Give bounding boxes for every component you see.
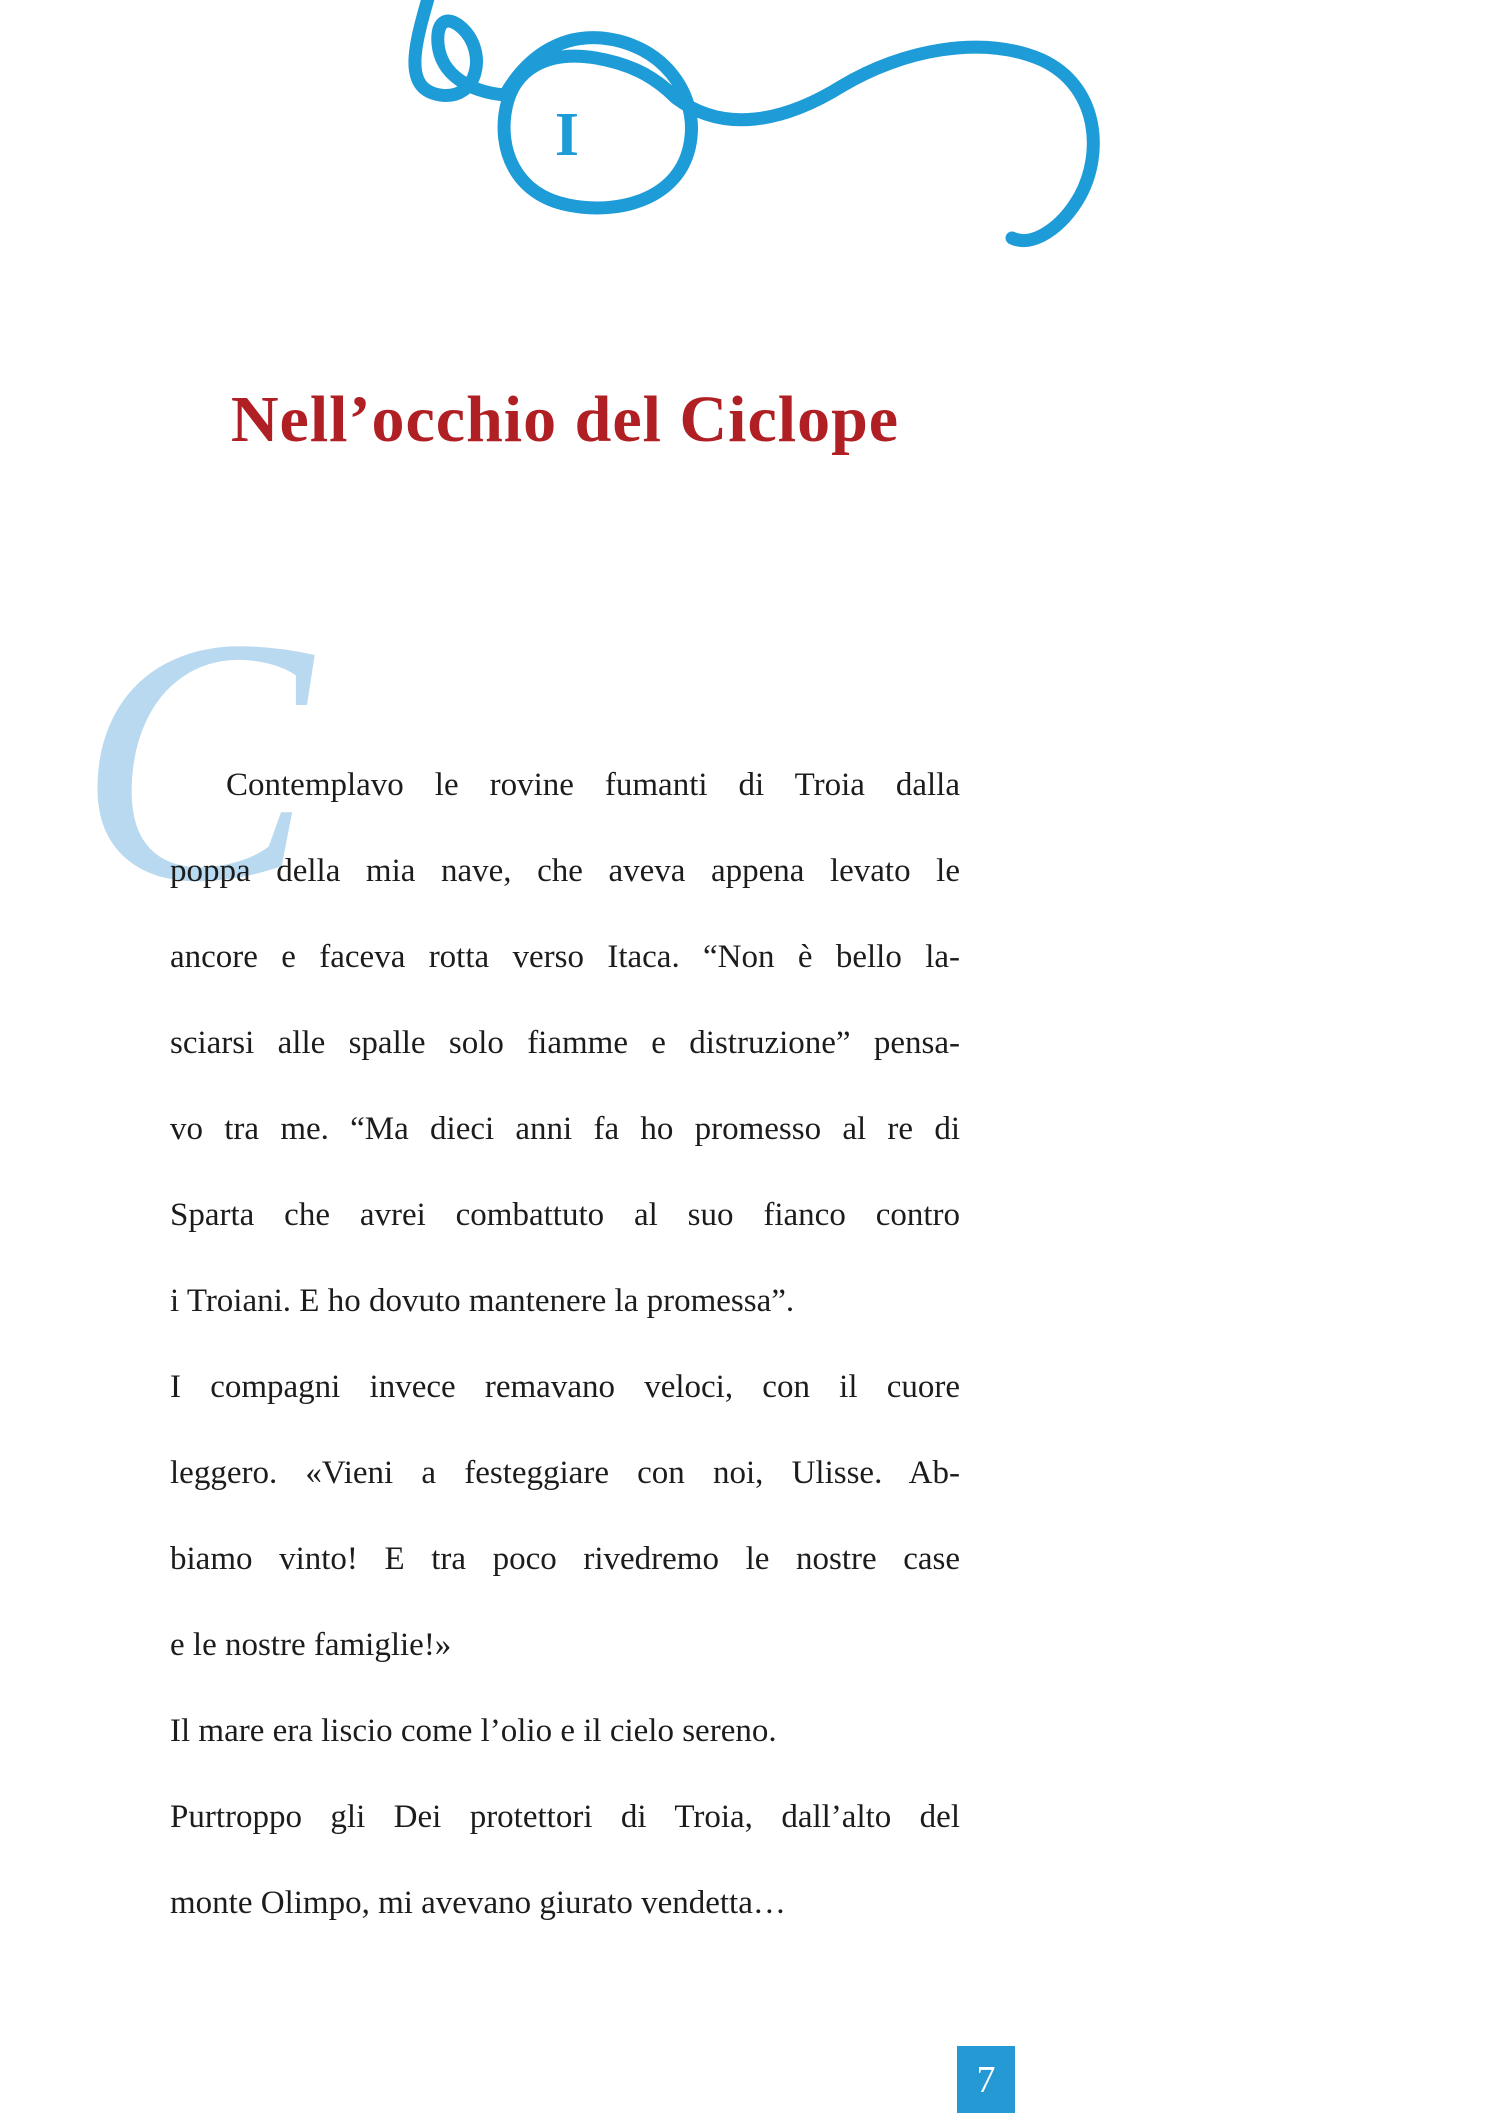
- body-line: poppa della mia nave, che aveva appena levato le: [170, 853, 960, 889]
- body-line: Il mare era liscio come l’olio e il cielo sereno.: [170, 1713, 777, 1749]
- body-line: biamo vinto! E tra poco rivedremo le nostre case: [170, 1541, 960, 1577]
- body-line: Sparta che avrei combattuto al suo fianco contro: [170, 1197, 960, 1233]
- body-line: Contemplavo le rovine fumanti di Troia dalla: [226, 767, 960, 803]
- drop-cap: C: [78, 566, 312, 954]
- body-line: vo tra me. “Ma dieci anni fa ho promesso al re di: [170, 1111, 960, 1147]
- page-number-box: [957, 2046, 1015, 2113]
- body-line: sciarsi alle spalle solo fiamme e distruzione” pensa-: [170, 1025, 960, 1061]
- body-line: Purtroppo gli Dei protettori di Troia, dall’alto del: [170, 1799, 960, 1835]
- body-line: leggero. «Vieni a festeggiare con noi, Ulisse. Ab-: [170, 1455, 960, 1491]
- page-number: 7: [976, 2058, 996, 2101]
- body-line: e le nostre famiglie!»: [170, 1627, 452, 1663]
- decorative-flourish-icon: [0, 0, 1500, 320]
- body-line: i Troiani. E ho dovuto mantenere la promessa”.: [170, 1283, 795, 1319]
- body-line: ancore e faceva rotta verso Itaca. “Non è bello la-: [170, 939, 960, 975]
- body-text: [170, 742, 960, 1946]
- chapter-number: I: [554, 101, 580, 169]
- chapter-title: Nell’occhio del Ciclope: [230, 383, 900, 456]
- body-line: I compagni invece remavano veloci, con il cuore: [170, 1369, 960, 1405]
- body-line: monte Olimpo, mi avevano giurato vendetta…: [170, 1885, 786, 1921]
- flourish-stroke: [415, 0, 1093, 241]
